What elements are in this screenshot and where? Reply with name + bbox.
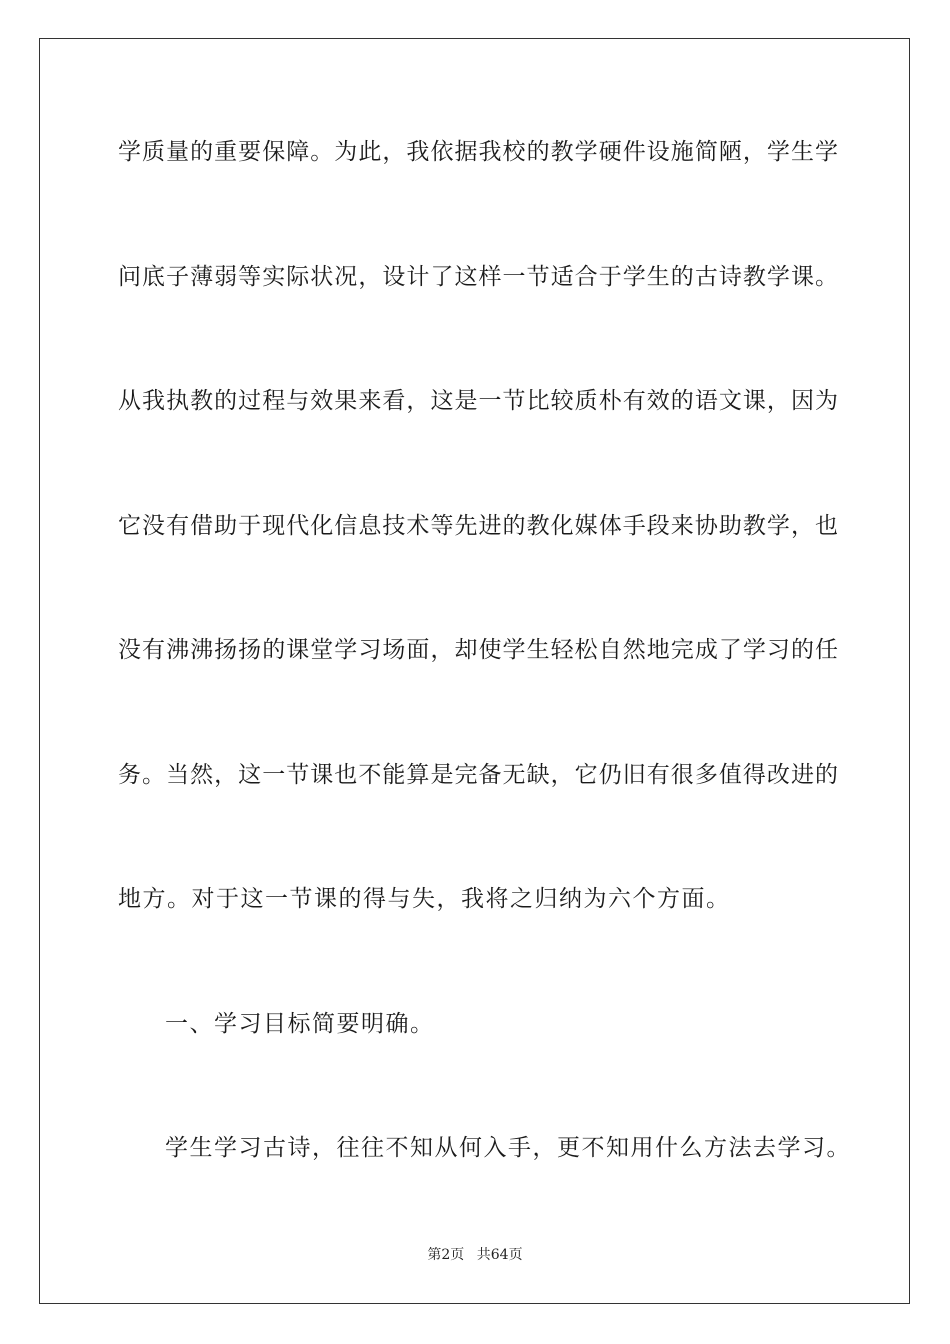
paragraph-line: 没有沸沸扬扬的课堂学习场面，却使学生轻松自然地完成了学习的任 [118,637,838,663]
page-frame [39,38,910,1304]
paragraph-line: 务。当然，这一节课也不能算是完备无缺，它仍旧有很多值得改进的 [118,762,838,788]
paragraph-line: 问底子薄弱等实际状况，设计了这样一节适合于学生的古诗教学课。 [118,264,838,290]
paragraph-line: 学质量的重要保障。为此，我依据我校的教学硬件设施简陋，学生学 [118,139,838,165]
page-footer [0,1246,950,1264]
paragraph-line: 地方。对于这一节课的得与失，我将之归纳为六个方面。 [118,886,731,912]
paragraph-line: 学生学习古诗，往往不知从何入手，更不知用什么方法去学习。 [165,1135,851,1161]
page-number: 第2页 [427,1247,465,1263]
page-total: 共64页 [476,1247,523,1263]
section-heading: 一、学习目标简要明确。 [165,1011,435,1037]
paragraph-line: 它没有借助于现代化信息技术等先进的教化媒体手段来协助教学，也 [118,513,838,539]
paragraph-line: 从我执教的过程与效果来看，这是一节比较质朴有效的语文课，因为 [118,388,838,414]
